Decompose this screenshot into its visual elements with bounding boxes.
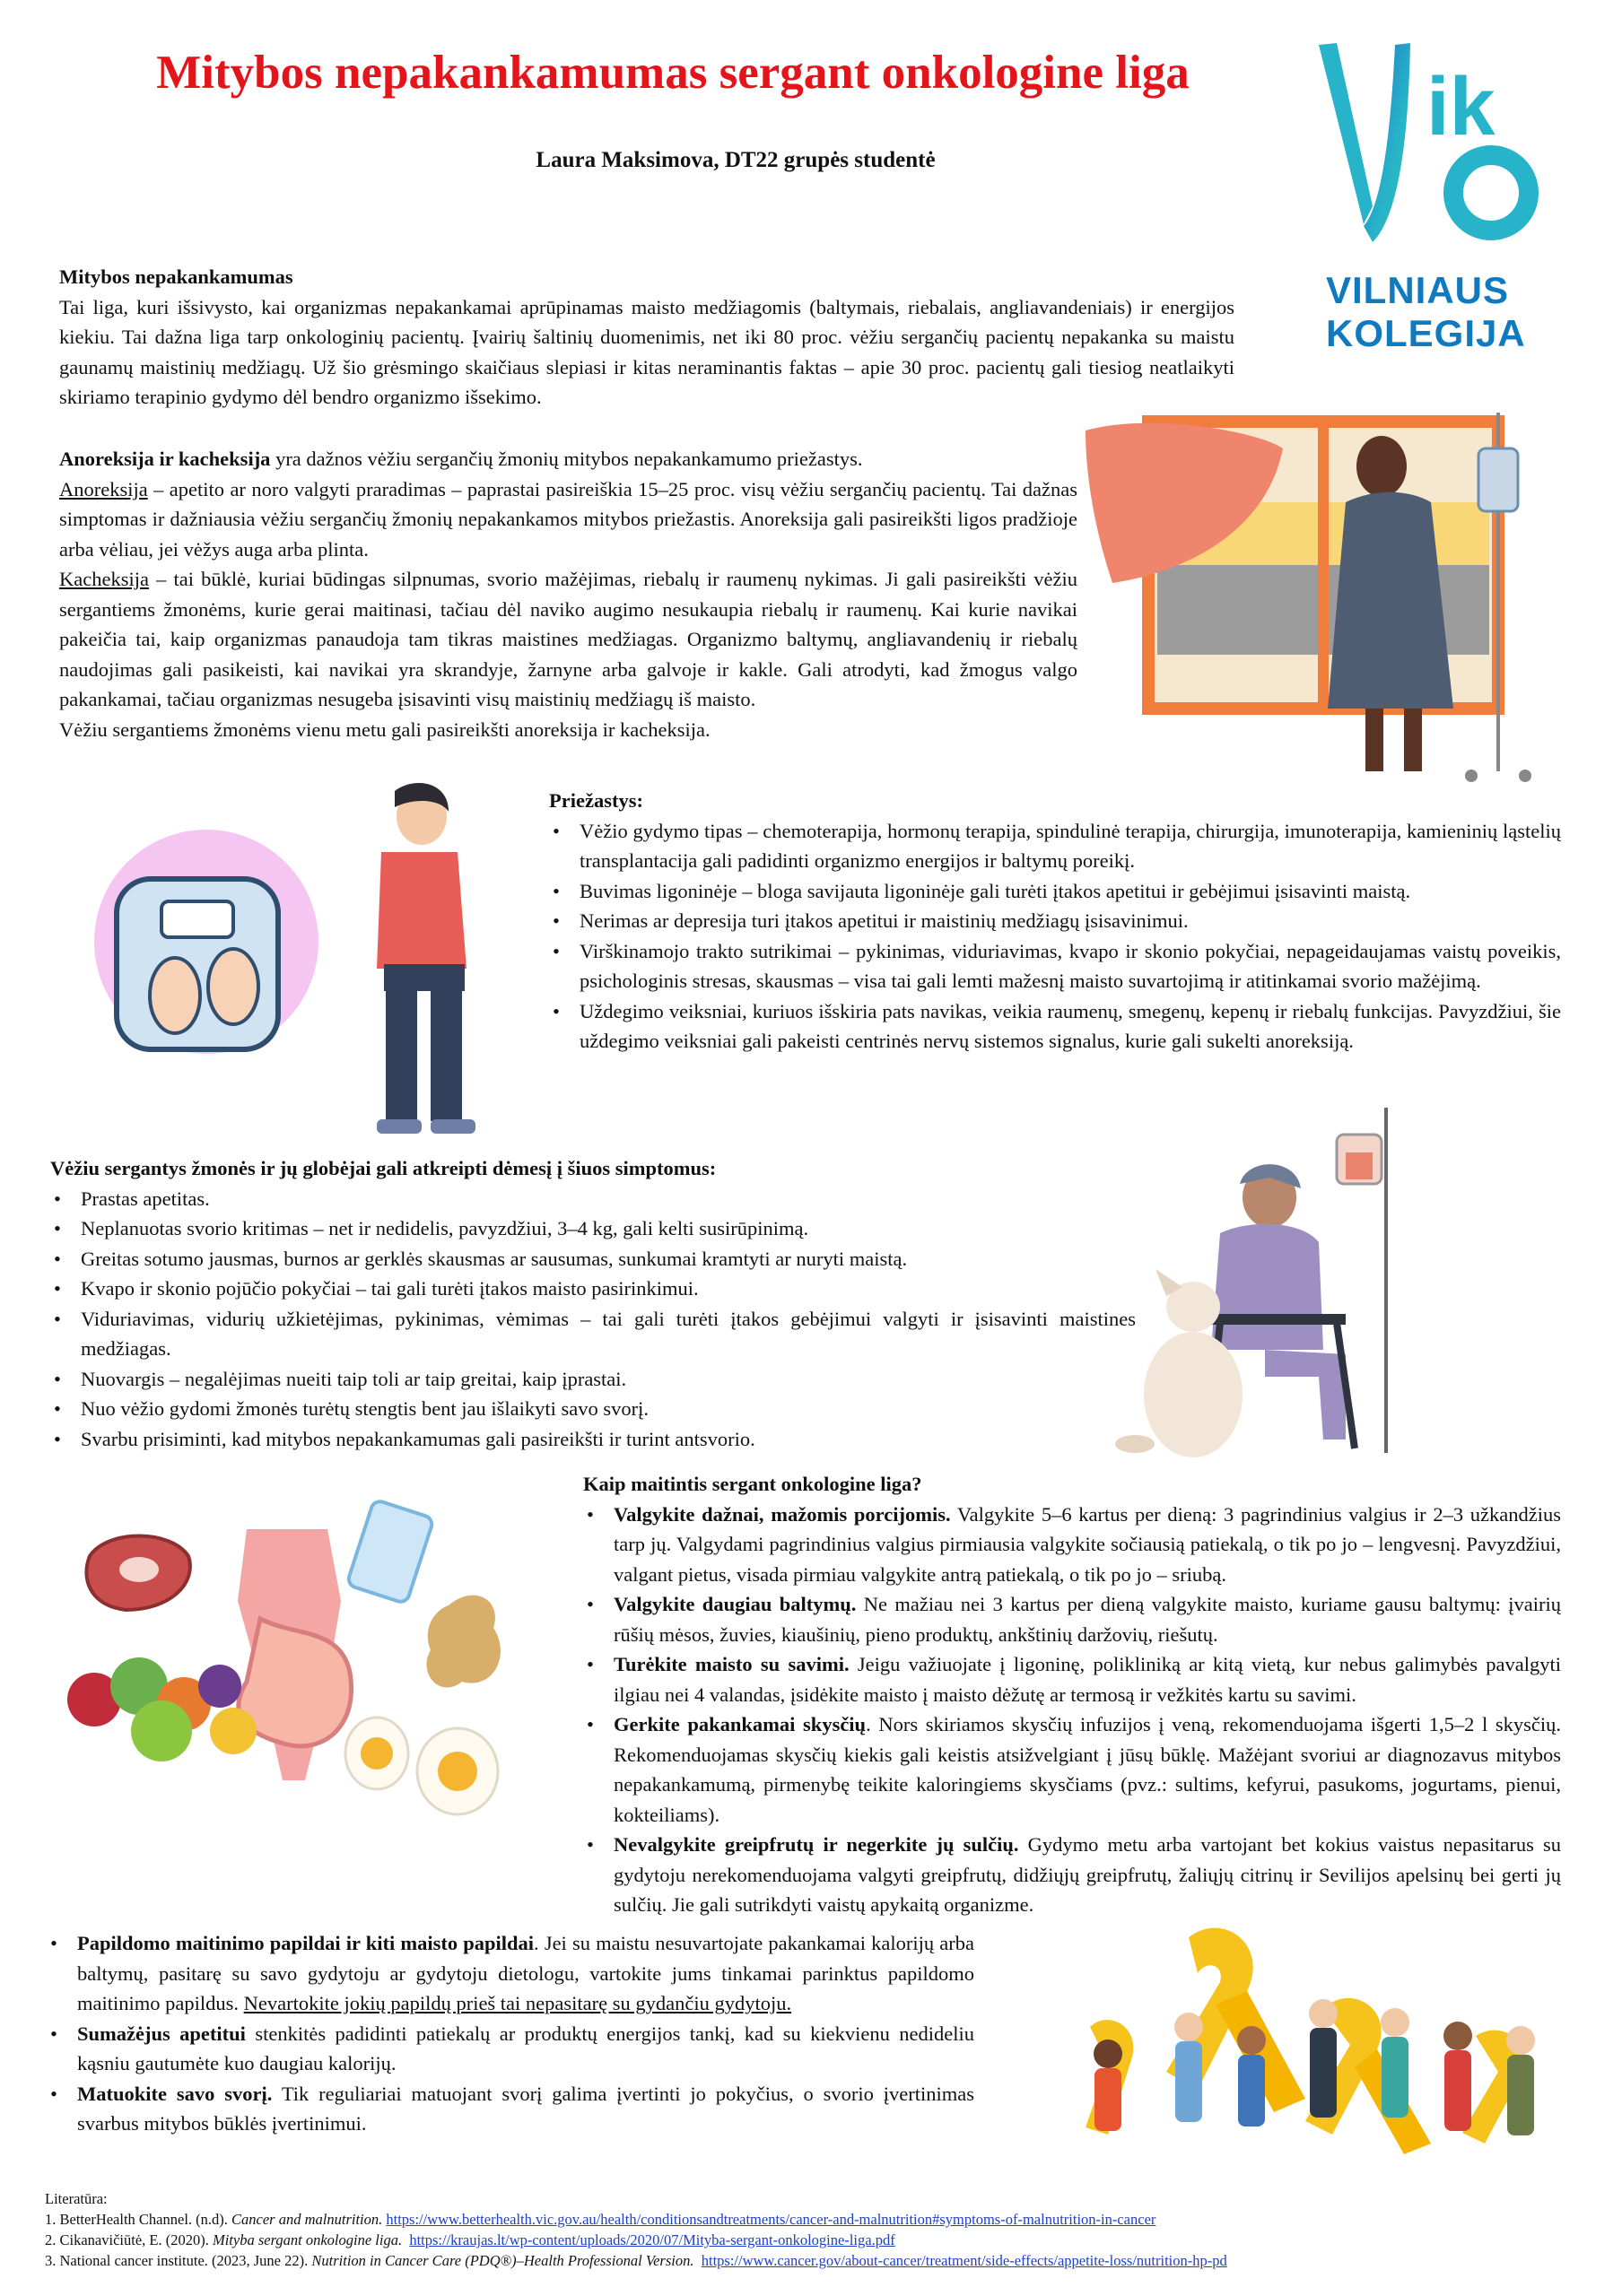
- symptoms-heading: Vėžiu sergantys žmonės ir jų globėjai gali atkreipti dėmesį į šiuos simptomus:: [50, 1157, 717, 1179]
- list-item: • Kvapo ir skonio pojūčio pokyčiai – tai gali turėti įtakos maisto pasirinkimui.: [50, 1274, 1136, 1304]
- symptoms-list: [50, 1184, 1136, 1455]
- intro-paragraph: Tai liga, kuri išsivysto, kai organizmas nepakankamai aprūpinamas maisto medžiagomis (baltymais, riebalais, angliavandeniais) ir energijos kiekiu. Tai dažna liga tarp onkologinių pacientų. Įvairių šaltinių duomenimis, net iki 80 proc. vėžiu sergančių pacientų nepakanka su maistu gaunamų maistinių medžiagų. Už šio grėsmingo skaičiaus slepiasi ir kitas neraminantis faktas – apie 30 proc. pacientų gali tiesiog neatlaikyti skiriamo terapinio gydymo dėl bendro organizmo išsekimo.: [59, 295, 1234, 408]
- eating-list: [583, 1500, 1561, 1920]
- eating-heading: Kaip maitintis sergant onkologine liga?: [583, 1473, 922, 1495]
- list-item: • Nerimas ar depresija turi įtakos apetitui ir maistinių medžiagų įsisavinimui.: [549, 906, 1561, 936]
- supplements-section: [47, 1928, 974, 2139]
- reference-item: 3. National cancer institute. (2023, June 22). Nutrition in Cancer Care (PDQ®)–Health Professional Version. https://www.cancer.gov/about-cancer/treatment/side-effects/appetite-loss/nutrition-hp-pd: [45, 2252, 1227, 2269]
- cachexia-paragraph: Kacheksija – tai būklė, kuriai būdingas silpnumas, svorio mažėjimas, riebalų ir raumenų nykimas. Ji gali pasireikšti vėžiu sergantiems žmonėms, kurie gerai maitinasi, tačiau dėl naviko augimo nesukaupia riebalų ir raumenų. Kai kurie navikai pakeičia tai, kaip organizmas panaudoja tam tikras maistines medžiagas. Organizmo baltymų, angliavandenių ir riebalų naudojimas gali pasikeisti, kai navikai yra skrandyje, žarnyne arba galvoje ir kakle. Gali atrodyti, kad žmogus valgo pakankamai, tačiau organizmas nesugeba įsisavinti visų maistinių medžiagų iš maisto.: [59, 568, 1077, 710]
- list-item: • Uždegimo veiksniai, kuriuos išskiria pats navikas, veikia raumenų, smegenų, kepenų ir riebalų funkcijas. Pavyzdžiui, šie uždegimo veiksniai gali pakeisti centrinės nervų sistemos signalus, kurie gali sukelti anoreksiją.: [549, 996, 1561, 1057]
- vilniaus-kolegija-logo: [1310, 27, 1561, 368]
- list-item: • Gerkite pakankamai skysčių. Nors skiriamos skysčių infuzijos į veną, rekomenduojama išgerti 1,5–2 l skysčių. Rekomenduojamas skysčių kiekis gali keistis atsižvelgiant į jūsų būklę. Mažėjant svoriui ar diagnozavus mitybos nepakankamumą, pirmenybę teikite kaloringiems skysčiams (pvz.: sultims, kefyrui, pasukoms, jogurtams, pienui, kokteiliams).: [583, 1709, 1561, 1830]
- awareness-ribbons-illustration: [1054, 1919, 1561, 2188]
- list-item: • Nuo vėžio gydomi žmonės turėtų stengtis bent jau išlaikyti savo svorį.: [50, 1394, 1136, 1424]
- reference-link[interactable]: https://www.betterhealth.vic.gov.au/health/conditionsandtreatments/cancer-and-malnutrition#symptoms-of-malnutrition-in-cancer: [386, 2211, 1156, 2228]
- supplements-list: [47, 1928, 974, 2139]
- anorexia-paragraph: Anoreksija – apetito ar noro valgyti praradimas – paprastai pasireiškia 15–25 proc. visų vėžiu sergančių pacientų. Tai dažnas simptomas ir dažniausia vėžiu sergančių žmonių nepakankamos mitybos priežastis. Anoreksija gali pasireikšti ligos pradžioje arba vėliau, jei vėžys auga arba plinta.: [59, 477, 1077, 561]
- list-item: • Viduriavimas, vidurių užkietėjimas, pykinimas, vėmimas – tai gali turėti įtakos gebėjimui valgyti ir įsisavinti maistines medžiagas.: [50, 1304, 1136, 1364]
- list-item: • Valgykite dažnai, mažomis porcijomis. Valgykite 5–6 kartus per dieną: 3 pagrindinius valgius ir 2–3 užkandžius tarp jų. Valgydami pagrindinius valgius pirmiausia valgykite sočiausią patiekalą, o tik po jo – lengvesnį. Pavyzdžiui, valgant pietus, visada pirmiau valgykite antrą patiekalą, o tik po jo – sriubą.: [583, 1500, 1561, 1590]
- food-digestion-illustration: [54, 1484, 556, 1825]
- list-item: • Papildomo maitinimo papildai ir kiti maisto papildai. Jei su maistu nesuvartojate pakankamai kalorijų arba baltymų, pasitarę su savo gydytoju ar gydytoju dietologu, vartokite jums tinkamai parinktus papildomo maitinimo papildus. Nevartokite jokių papildų prieš tai nepasitarę su gydančiu gydytoju.: [47, 1928, 974, 2019]
- anorexia-cachexia-section: [59, 444, 1077, 744]
- reference-link[interactable]: https://www.cancer.gov/about-cancer/treatment/side-effects/appetite-loss/nutrition-hp-pd: [701, 2252, 1227, 2269]
- author-line: Laura Maksimova, DT22 grupės studentė: [536, 148, 936, 172]
- list-item: • Sumažėjus apetitui stenkitės padidinti patiekalų ar produktų energijos tankį, kad su kiekvienu nedideliu kąsniu gautumėte kuo daugiau kalorijų.: [47, 2019, 974, 2079]
- list-item: • Valgykite daugiau baltymų. Ne mažiau nei 3 kartus per dieną valgykite maisto, kuriame gausu baltymų: įvairių rūšių mėsos, žuvies, kiaušinių, pieno produktų, ankštinių daržovių, riešutų.: [583, 1589, 1561, 1649]
- weight-scale-illustration: [81, 780, 511, 1148]
- list-item: • Virškinamojo trakto sutrikimai – pykinimas, viduriavimas, kvapo ir skonio pokyčiai, nepageidaujamas vaistų poveikis, psichologinis stresas, skausmas – visa tai gali lemti mažesnį maisto suvartojimą ir atitinkamai svorio mažėjimą.: [549, 936, 1561, 996]
- list-item: • Buvimas ligoninėje – bloga savijauta ligoninėje gali turėti įtakos apetitui ir gebėjimui įsisavinti maistą.: [549, 876, 1561, 907]
- viko-mark-icon: [1310, 27, 1561, 251]
- list-item: • Nevalgykite greipfrutų ir negerkite jų sulčių. Gydymo metu arba vartojant bet kokius vaistus nepasitarus su gydytoju nerekomenduojama valgyti greipfrutų, didžiųjų greipfrutų, žaliųjų citrinų ir Sevilijos apelsinų bei gerti jų sulčių. Jie gali sutrikdyti vaistų apykaitą organizme.: [583, 1830, 1561, 1920]
- intro-section: [59, 262, 1234, 413]
- list-item: • Nuovargis – negalėjimas nueiti taip toli ar taip greitai, kaip įprastai.: [50, 1364, 1136, 1395]
- both-line: Vėžiu sergantiems žmonėms vienu metu gali pasireikšti anoreksija ir kacheksija.: [59, 718, 711, 741]
- ak-line: Anoreksija ir kacheksija yra dažnos vėžiu sergančių žmonių mitybos nepakankamumo priežastys.: [59, 448, 863, 470]
- reference-item: 2. Cikanavičiūtė, E. (2020). Mityba sergant onkologine liga. https://kraujas.lt/wp-content/uploads/2020/07/Mityba-sergant-onkologine-liga.pdf: [45, 2231, 895, 2248]
- list-item: • Greitas sotumo jausmas, burnos ar gerklės skausmas ar sausumas, sunkumai kramtyti ar nuryti maistą.: [50, 1244, 1136, 1274]
- list-item: • Turėkite maisto su savimi. Jeigu važiuojate į ligoninę, polikliniką ar kitą vietą, kur nebus galimybės pavalgyti ilgiau nei 4 valandas, įsidėkite maisto į maisto dėžutę ar termosą ir vežkitės kartu su savimi.: [583, 1649, 1561, 1709]
- references-section: [45, 2188, 1570, 2271]
- list-item: • Svarbu prisiminti, kad mitybos nepakankamumas gali pasireikšti ir turint antsvorio.: [50, 1424, 1136, 1455]
- page-title: Mitybos nepakankamumas sergant onkologine liga: [156, 47, 1190, 99]
- symptoms-section: [50, 1153, 1136, 1454]
- list-item: • Vėžio gydymo tipas – chemoterapija, hormonų terapija, spindulinė terapija, chirurgija, imunoterapija, kamieninių ląstelių transplantacija gali padidinti organizmo energijos ir baltymų poreikį.: [549, 816, 1561, 876]
- intro-heading: Mitybos nepakankamumas: [59, 265, 293, 288]
- hospital-patient-illustration: [1077, 395, 1561, 789]
- causes-heading: Priežastys:: [549, 789, 643, 812]
- causes-section: [549, 786, 1561, 1057]
- svg-text:ik: ik: [1426, 61, 1496, 152]
- logo-line-2: KOLEGIJA: [1326, 312, 1526, 354]
- patient-with-dog-illustration: [1112, 1099, 1435, 1475]
- list-item: • Neplanuotas svorio kritimas – net ir nedidelis, pavyzdžiui, 3–4 kg, gali kelti susirūpinimą.: [50, 1213, 1136, 1244]
- eating-section: [583, 1469, 1561, 1920]
- list-item: • Matuokite savo svorį. Tik reguliariai matuojant svorį galima įvertinti jo pokyčius, o svorio įvertinimas svarbus mitybos būklės įvertinimui.: [47, 2079, 974, 2139]
- reference-link[interactable]: https://kraujas.lt/wp-content/uploads/2020/07/Mityba-sergant-onkologine-liga.pdf: [409, 2231, 895, 2248]
- causes-list: [549, 816, 1561, 1057]
- logo-line-1: VILNIAUS: [1326, 269, 1510, 311]
- references-heading: Literatūra:: [45, 2190, 108, 2207]
- reference-item: 1. BetterHealth Channel. (n.d). Cancer and malnutrition. https://www.betterhealth.vic.gov.au/health/conditionsandtreatments/cancer-and-malnutrition#symptoms-of-malnutrition-in-cancer: [45, 2211, 1156, 2228]
- list-item: • Prastas apetitas.: [50, 1184, 1136, 1214]
